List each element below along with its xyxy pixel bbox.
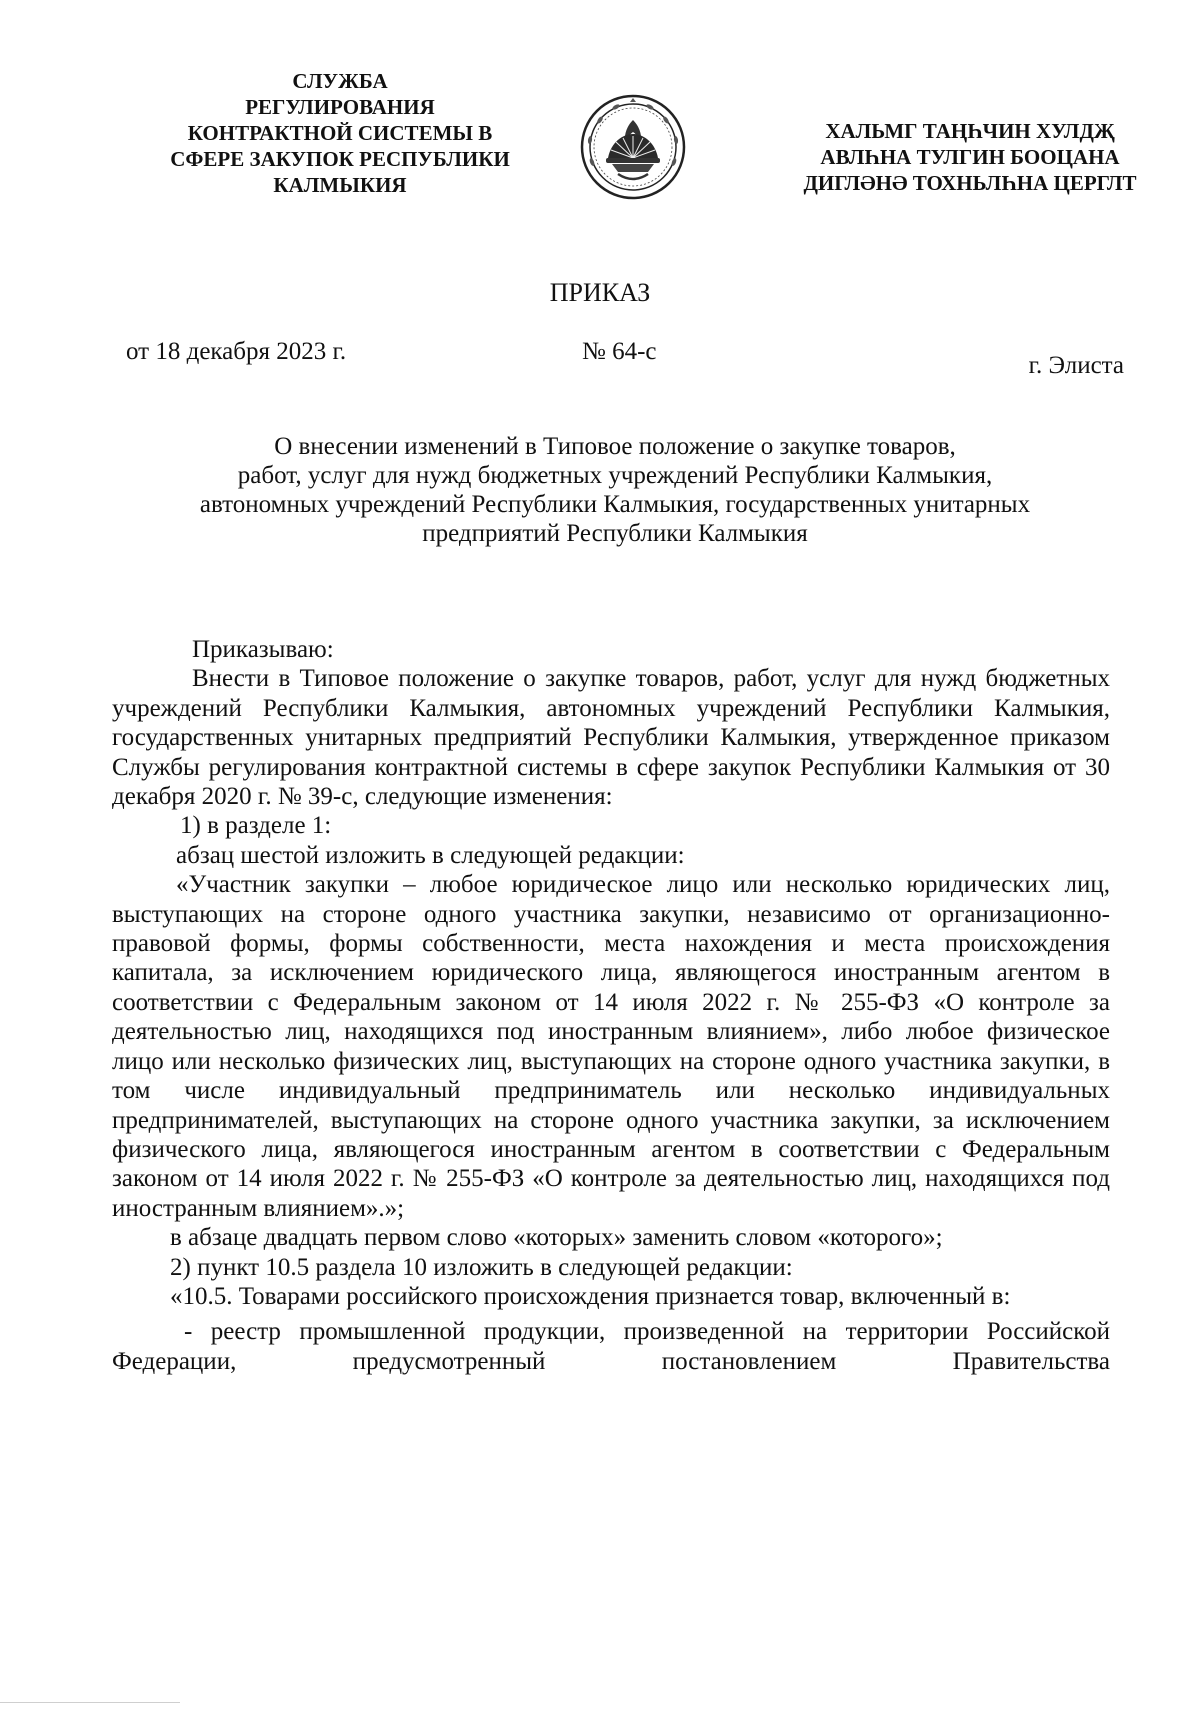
document-body (112, 635, 1110, 1376)
item-1-label: 1) в разделе 1: (180, 812, 332, 840)
agency-name-russian (140, 68, 540, 198)
item-1-instruction: абзац шестой изложить в следующей редакции: (176, 841, 685, 869)
agency-name-line: СЛУЖБА (292, 69, 388, 93)
document-date: от 18 декабря 2023 г. (126, 338, 347, 365)
agency-name-line: АВЛҺНА ТУЛГИН БООЦАНА (820, 145, 1120, 169)
agency-name-line: РЕГУЛИРОВАНИЯ (245, 95, 435, 119)
document-type-title: ПРИКАЗ (549, 278, 651, 307)
order-word: Приказываю: (192, 636, 334, 663)
subject-line: работ, услуг для нужд бюджетных учреждений Республики Калмыкия, (237, 462, 993, 489)
item-1-replace: в абзаце двадцать первом слово «которых» заменить словом «которого»; (170, 1224, 943, 1252)
intro-paragraph: Внести в Типовое положение о закупке товаров, работ, услуг для нужд бюджетных учреждений Республики Калмыкия, автономных учреждений Республики Калмыкия, государственных унитарных предприятий Республики Калмыкия, утвержденное приказом Службы регулирования контрактной системы в сфере закупок Республики Калмыкия от 30 декабря 2020 г. № 39-с, следующие изменения: (112, 665, 1110, 811)
scan-edge-line (0, 1702, 180, 1703)
item-2-quote: «10.5. Товарами российского происхождения признается товар, включенный в: (170, 1282, 1011, 1310)
subject-line: автономных учреждений Республики Калмыкия, государственных унитарных (199, 491, 1031, 518)
item-1-quote: «Участник закупки – любое юридическое лицо или несколько юридических лиц, выступающих на стороне одного участника закупки, независимо от организационно-правовой формы, формы собственности, места нахождения и места происхождения капитала, за исключением юридического лица, являющегося иностранным агентом в соответствии с Федеральным законом от 14 июля 2022 г. № 255-ФЗ «О контроле за деятельностью лиц, находящихся под иностранным влиянием», либо любое физическое лицо или несколько физических лиц, выступающих на стороне одного участника закупки, в том числе индивидуальный предприниматель или несколько индивидуальных предпринимателей, выступающих на стороне одного участника закупки, за исключением физического лица, являющегося иностранным агентом в соответствии с Федеральным законом от 14 июля 2022 г. № 255-ФЗ «О контроле за деятельностью лиц, находящихся под иностранным влиянием».»; (112, 871, 1110, 1222)
document-city: г. Элиста (1028, 352, 1124, 379)
document-subject (120, 432, 1110, 548)
agency-name-kalmyk (760, 118, 1180, 196)
subject-line: предприятий Республики Калмыкия (422, 520, 808, 547)
agency-name-line: КАЛМЫКИЯ (273, 173, 407, 197)
agency-name-line: ХАЛЬМГ ТАҢҺЧИН ХУЛДҖ (825, 119, 1115, 143)
kalmykia-coat-of-arms-icon (578, 92, 688, 202)
document-number: № 64-с (582, 338, 657, 365)
agency-name-line: СФЕРЕ ЗАКУПОК РЕСПУБЛИКИ (170, 147, 510, 171)
item-2-bullet: - реестр промышленной продукции, произведенной на территории Российской Федерации, предусмотренный постановлением Правительства (112, 1318, 1110, 1375)
subject-line: О внесении изменений в Типовое положение о закупке товаров, (274, 433, 956, 460)
agency-name-line: КОНТРАКТНОЙ СИСТЕМЫ В (187, 121, 493, 145)
item-2-label: 2) пункт 10.5 раздела 10 изложить в следующей редакции: (170, 1253, 793, 1281)
agency-name-line: ДИГЛӘНӘ ТОХНЬЛҺНА ЦЕРГЛТ (803, 171, 1137, 195)
